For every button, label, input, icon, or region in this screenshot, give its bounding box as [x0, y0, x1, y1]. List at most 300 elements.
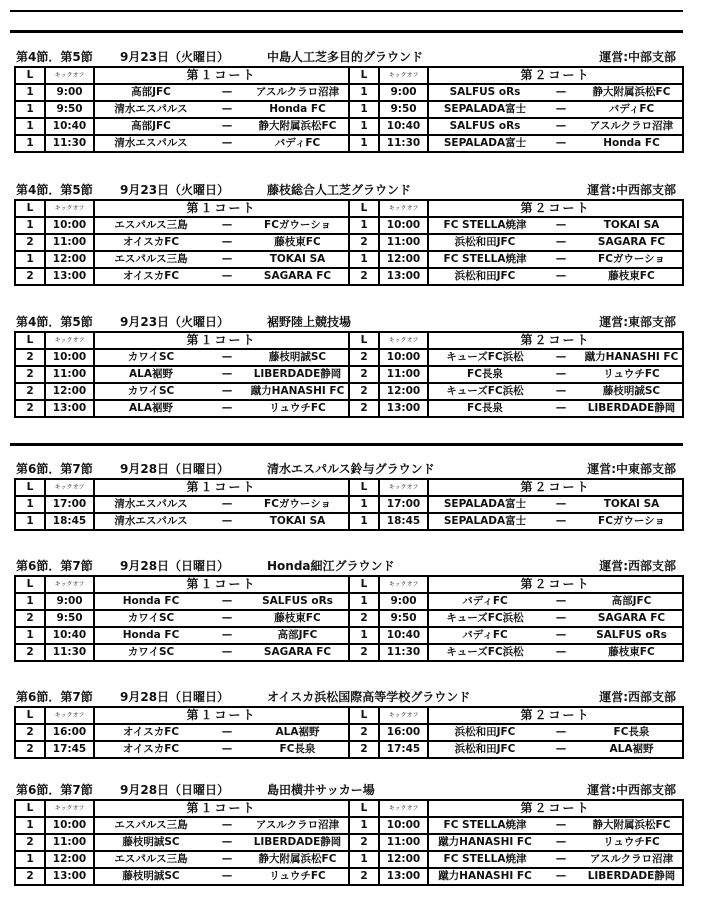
home-team: キューズFC浜松 — [446, 612, 524, 624]
away-team: LIBERDADE静岡 — [253, 836, 342, 848]
schedule-block — [14, 555, 684, 662]
divider-mid — [10, 443, 683, 446]
versus-dash: — — [555, 385, 567, 397]
league-2: 2 — [349, 741, 379, 758]
kickoff-1: 12:00 — [45, 251, 94, 268]
col-court-2: 第２コート — [428, 332, 683, 349]
home-team: SEPALADA富士 — [443, 103, 527, 115]
round-label: 第4節．第5節 — [16, 183, 93, 197]
away-team: バディFC — [274, 137, 321, 149]
match-court-1 — [94, 627, 349, 644]
league-1: 2 — [15, 234, 45, 251]
away-team: SALFUS oRs — [262, 595, 333, 607]
kickoff-1: 10:40 — [45, 118, 94, 135]
venue-name: オイスカ浜松国際高等学校グラウンド — [267, 690, 471, 704]
match-court-1 — [94, 217, 349, 234]
col-kickoff-2: キックオフ — [379, 200, 428, 217]
schedule-table — [14, 331, 684, 418]
match-date: 9月23日（火曜日） — [120, 183, 230, 197]
away-team: リュウチFC — [269, 870, 326, 882]
schedule-block — [14, 686, 684, 759]
organizer: 運営:東部支部 — [599, 315, 676, 329]
table-header-row — [15, 707, 683, 724]
col-kickoff-2: キックオフ — [379, 479, 428, 496]
home-team: 清水エスパルス — [114, 515, 188, 527]
versus-dash: — — [221, 612, 233, 624]
kickoff-1: 10:00 — [45, 817, 94, 834]
col-league-2: L — [349, 332, 379, 349]
versus-dash: — — [555, 402, 567, 414]
away-team: アスルクラロ沼津 — [255, 819, 340, 831]
match-court-1 — [94, 268, 349, 285]
league-1: 2 — [15, 610, 45, 627]
venue-name: 中島人工芝多目的グラウンド — [267, 50, 424, 64]
home-team: キューズFC浜松 — [446, 351, 524, 363]
away-team: SAGARA FC — [597, 612, 666, 624]
away-team: 静大附属浜松FC — [592, 86, 671, 98]
kickoff-1: 11:00 — [45, 834, 94, 851]
home-team: カワイSC — [127, 612, 175, 624]
table-header-row — [15, 200, 683, 217]
home-team: SALFUS oRs — [449, 86, 521, 98]
match-court-2 — [428, 513, 683, 530]
col-league-2: L — [349, 576, 379, 593]
match-court-2 — [428, 118, 683, 135]
away-team: FCガウーショ — [598, 253, 665, 265]
match-court-1 — [94, 593, 349, 610]
home-team: 蹴力HANASHI FC — [438, 836, 532, 848]
away-team: Honda FC — [269, 103, 326, 115]
league-2: 1 — [349, 251, 379, 268]
league-1: 2 — [15, 268, 45, 285]
kickoff-2: 16:00 — [379, 724, 428, 741]
match-court-2 — [428, 349, 683, 366]
away-team: 静大附属浜松FC — [258, 120, 337, 132]
home-team: 浜松和田JFC — [454, 270, 516, 282]
block-header — [14, 458, 684, 478]
home-team: Honda FC — [122, 629, 180, 641]
home-team: エスパルス三島 — [114, 853, 188, 865]
kickoff-2: 10:00 — [379, 349, 428, 366]
table-header-row — [15, 800, 683, 817]
league-2: 1 — [349, 135, 379, 152]
match-court-1 — [94, 400, 349, 417]
kickoff-2: 12:00 — [379, 251, 428, 268]
match-court-2 — [428, 84, 683, 101]
match-court-2 — [428, 851, 683, 868]
home-team: バディFC — [462, 629, 508, 641]
versus-dash: — — [221, 270, 233, 282]
schedule-block — [14, 311, 684, 418]
table-row — [15, 234, 683, 251]
kickoff-2: 11:00 — [379, 366, 428, 383]
versus-dash: — — [221, 120, 233, 132]
col-kickoff-1: キックオフ — [45, 707, 94, 724]
league-2: 1 — [349, 593, 379, 610]
away-team: バディFC — [608, 103, 655, 115]
home-team: キューズFC浜松 — [446, 646, 524, 658]
away-team: LIBERDADE静岡 — [253, 368, 342, 380]
col-court-2: 第２コート — [428, 67, 683, 84]
home-team: カワイSC — [127, 385, 175, 397]
match-date: 9月28日（日曜日） — [120, 783, 230, 797]
match-court-1 — [94, 383, 349, 400]
kickoff-1: 9:50 — [45, 101, 94, 118]
round-label: 第6節．第7節 — [16, 559, 93, 573]
league-2: 1 — [349, 101, 379, 118]
block-header — [14, 686, 684, 706]
away-team: リュウチFC — [603, 836, 660, 848]
away-team: アスルクラロ沼津 — [589, 853, 674, 865]
round-label: 第6節．第7節 — [16, 462, 93, 476]
home-team: オイスカFC — [122, 236, 180, 248]
away-team: 藤枝明誠SC — [268, 351, 327, 363]
col-league-1: L — [15, 576, 45, 593]
home-team: FC STELLA焼津 — [443, 853, 527, 865]
away-team: TOKAI SA — [603, 219, 660, 231]
match-court-2 — [428, 593, 683, 610]
match-court-1 — [94, 251, 349, 268]
match-court-2 — [428, 627, 683, 644]
away-team: アスルクラロ沼津 — [589, 120, 674, 132]
league-1: 1 — [15, 101, 45, 118]
col-league-1: L — [15, 200, 45, 217]
away-team: 藤枝東FC — [608, 270, 655, 282]
col-kickoff-1: キックオフ — [45, 800, 94, 817]
versus-dash: — — [221, 646, 233, 658]
home-team: SEPALADA富士 — [443, 137, 527, 149]
col-court-2: 第２コート — [428, 800, 683, 817]
versus-dash: — — [221, 819, 233, 831]
home-team: エスパルス三島 — [114, 219, 188, 231]
round-label: 第4節．第5節 — [16, 50, 93, 64]
match-court-1 — [94, 741, 349, 758]
table-row — [15, 135, 683, 152]
table-row — [15, 851, 683, 868]
schedule-block — [14, 46, 684, 153]
league-1: 2 — [15, 366, 45, 383]
kickoff-2: 9:50 — [379, 610, 428, 627]
table-row — [15, 268, 683, 285]
organizer: 運営:中東部支部 — [587, 462, 676, 476]
table-row — [15, 349, 683, 366]
league-1: 2 — [15, 383, 45, 400]
col-league-1: L — [15, 800, 45, 817]
col-kickoff-2: キックオフ — [379, 332, 428, 349]
col-court-1: 第１コート — [94, 800, 349, 817]
home-team: 浜松和田JFC — [454, 743, 516, 755]
versus-dash: — — [555, 368, 567, 380]
versus-dash: — — [555, 351, 567, 363]
league-1: 2 — [15, 724, 45, 741]
match-court-2 — [428, 644, 683, 661]
col-league-2: L — [349, 67, 379, 84]
table-row — [15, 627, 683, 644]
schedule-table — [14, 478, 684, 531]
versus-dash: — — [221, 726, 233, 738]
league-2: 2 — [349, 268, 379, 285]
organizer: 運営:中西部支部 — [587, 183, 676, 197]
match-court-2 — [428, 610, 683, 627]
round-label: 第6節．第7節 — [16, 690, 93, 704]
home-team: キューズFC浜松 — [446, 385, 524, 397]
versus-dash: — — [221, 137, 233, 149]
divider-top — [10, 10, 683, 12]
home-team: 浜松和田JFC — [454, 236, 516, 248]
versus-dash: — — [555, 270, 567, 282]
kickoff-1: 9:50 — [45, 610, 94, 627]
versus-dash: — — [555, 595, 567, 607]
kickoff-1: 11:30 — [45, 644, 94, 661]
match-court-1 — [94, 349, 349, 366]
versus-dash: — — [221, 629, 233, 641]
versus-dash: — — [555, 726, 567, 738]
match-court-1 — [94, 135, 349, 152]
match-court-1 — [94, 817, 349, 834]
league-2: 1 — [349, 84, 379, 101]
versus-dash: — — [221, 870, 233, 882]
col-kickoff-1: キックオフ — [45, 332, 94, 349]
table-row — [15, 118, 683, 135]
away-team: 藤枝東FC — [274, 612, 321, 624]
away-team: 静大附属浜松FC — [258, 853, 337, 865]
away-team: Honda FC — [603, 137, 660, 149]
home-team: FC STELLA焼津 — [443, 819, 527, 831]
match-court-1 — [94, 868, 349, 885]
away-team: 藤枝明誠SC — [602, 385, 661, 397]
home-team: ALA裾野 — [129, 402, 173, 414]
league-1: 1 — [15, 135, 45, 152]
versus-dash: — — [555, 743, 567, 755]
match-court-2 — [428, 817, 683, 834]
col-kickoff-2: キックオフ — [379, 67, 428, 84]
versus-dash: — — [555, 137, 567, 149]
versus-dash: — — [221, 236, 233, 248]
away-team: リュウチFC — [603, 368, 660, 380]
kickoff-2: 11:00 — [379, 834, 428, 851]
organizer: 運営:中西部支部 — [587, 783, 676, 797]
match-court-2 — [428, 400, 683, 417]
table-row — [15, 610, 683, 627]
match-court-2 — [428, 868, 683, 885]
league-2: 2 — [349, 366, 379, 383]
home-team: SALFUS oRs — [449, 120, 521, 132]
home-team: FC STELLA焼津 — [443, 253, 527, 265]
schedule-block — [14, 179, 684, 286]
home-team: カワイSC — [127, 351, 175, 363]
match-court-1 — [94, 118, 349, 135]
col-league-2: L — [349, 707, 379, 724]
round-label: 第4節．第5節 — [16, 315, 93, 329]
table-row — [15, 251, 683, 268]
match-date: 9月28日（日曜日） — [120, 690, 230, 704]
kickoff-2: 11:30 — [379, 644, 428, 661]
versus-dash: — — [555, 853, 567, 865]
kickoff-1: 13:00 — [45, 400, 94, 417]
away-team: LIBERDADE静岡 — [587, 870, 676, 882]
match-court-2 — [428, 234, 683, 251]
league-1: 1 — [15, 817, 45, 834]
venue-name: 藤枝総合人工芝グラウンド — [267, 183, 412, 197]
kickoff-2: 10:00 — [379, 217, 428, 234]
league-2: 1 — [349, 817, 379, 834]
league-1: 2 — [15, 400, 45, 417]
table-header-row — [15, 479, 683, 496]
league-1: 2 — [15, 349, 45, 366]
kickoff-1: 11:00 — [45, 366, 94, 383]
league-2: 2 — [349, 644, 379, 661]
versus-dash: — — [555, 236, 567, 248]
col-league-1: L — [15, 332, 45, 349]
schedule-table — [14, 706, 684, 759]
home-team: カワイSC — [127, 646, 175, 658]
table-row — [15, 817, 683, 834]
col-court-1: 第１コート — [94, 332, 349, 349]
league-2: 2 — [349, 383, 379, 400]
table-row — [15, 217, 683, 234]
schedule-table — [14, 199, 684, 286]
away-team: 静大附属浜松FC — [592, 819, 671, 831]
kickoff-1: 10:40 — [45, 627, 94, 644]
kickoff-2: 13:00 — [379, 268, 428, 285]
kickoff-2: 10:00 — [379, 817, 428, 834]
match-court-1 — [94, 644, 349, 661]
home-team: FC STELLA焼津 — [443, 219, 527, 231]
col-kickoff-1: キックオフ — [45, 200, 94, 217]
schedule-block — [14, 458, 684, 531]
block-header — [14, 179, 684, 199]
home-team: 浜松和田JFC — [454, 726, 516, 738]
league-2: 2 — [349, 724, 379, 741]
kickoff-1: 13:00 — [45, 868, 94, 885]
versus-dash: — — [221, 103, 233, 115]
organizer: 運営:西部支部 — [599, 690, 676, 704]
col-court-2: 第２コート — [428, 479, 683, 496]
home-team: FC長泉 — [467, 368, 503, 380]
block-header — [14, 311, 684, 331]
kickoff-2: 10:40 — [379, 627, 428, 644]
match-court-2 — [428, 366, 683, 383]
versus-dash: — — [555, 219, 567, 231]
league-1: 2 — [15, 868, 45, 885]
match-court-2 — [428, 217, 683, 234]
table-row — [15, 593, 683, 610]
kickoff-1: 17:00 — [45, 496, 94, 513]
match-court-1 — [94, 366, 349, 383]
away-team: TOKAI SA — [603, 498, 660, 510]
col-league-1: L — [15, 707, 45, 724]
home-team: 清水エスパルス — [114, 498, 188, 510]
away-team: FCガウーショ — [264, 498, 331, 510]
kickoff-1: 9:00 — [45, 84, 94, 101]
match-date: 9月28日（日曜日） — [120, 462, 230, 476]
league-2: 2 — [349, 234, 379, 251]
venue-name: 清水エスパルス鈴与グラウンド — [267, 462, 435, 476]
kickoff-2: 11:30 — [379, 135, 428, 152]
table-row — [15, 868, 683, 885]
organizer: 運営:西部支部 — [599, 559, 676, 573]
home-team: 蹴力HANASHI FC — [438, 870, 532, 882]
match-court-1 — [94, 513, 349, 530]
match-court-1 — [94, 84, 349, 101]
versus-dash: — — [555, 86, 567, 98]
col-court-1: 第１コート — [94, 200, 349, 217]
league-2: 2 — [349, 610, 379, 627]
kickoff-1: 10:00 — [45, 349, 94, 366]
kickoff-1: 12:00 — [45, 851, 94, 868]
away-team: FC長泉 — [613, 726, 650, 738]
col-court-1: 第１コート — [94, 67, 349, 84]
versus-dash: — — [555, 870, 567, 882]
versus-dash: — — [555, 819, 567, 831]
away-team: FC長泉 — [279, 743, 316, 755]
kickoff-1: 18:45 — [45, 513, 94, 530]
league-2: 2 — [349, 400, 379, 417]
table-row — [15, 496, 683, 513]
versus-dash: — — [555, 836, 567, 848]
versus-dash: — — [555, 646, 567, 658]
league-2: 1 — [349, 217, 379, 234]
col-court-2: 第２コート — [428, 576, 683, 593]
league-2: 1 — [349, 627, 379, 644]
schedule-table — [14, 799, 684, 886]
league-1: 1 — [15, 84, 45, 101]
versus-dash: — — [555, 629, 567, 641]
league-1: 1 — [15, 118, 45, 135]
match-court-2 — [428, 383, 683, 400]
block-header — [14, 555, 684, 575]
home-team: 高部JFC — [131, 120, 171, 132]
league-1: 1 — [15, 851, 45, 868]
away-team: LIBERDADE静岡 — [587, 402, 676, 414]
col-league-1: L — [15, 479, 45, 496]
schedule-table — [14, 66, 684, 153]
away-team: ALA裾野 — [609, 743, 654, 755]
organizer: 運営:中部支部 — [599, 50, 676, 64]
match-date: 9月23日（火曜日） — [120, 315, 230, 329]
col-kickoff-2: キックオフ — [379, 800, 428, 817]
versus-dash: — — [221, 253, 233, 265]
home-team: SEPALADA富士 — [443, 515, 527, 527]
versus-dash: — — [221, 368, 233, 380]
table-row — [15, 366, 683, 383]
round-label: 第6節．第7節 — [16, 783, 93, 797]
versus-dash: — — [221, 385, 233, 397]
match-court-2 — [428, 135, 683, 152]
home-team: 藤枝明誠SC — [122, 870, 180, 882]
league-1: 1 — [15, 251, 45, 268]
league-2: 1 — [349, 496, 379, 513]
home-team: ALA裾野 — [129, 368, 173, 380]
match-court-2 — [428, 251, 683, 268]
away-team: SAGARA FC — [597, 236, 666, 248]
col-court-1: 第１コート — [94, 479, 349, 496]
match-court-2 — [428, 834, 683, 851]
match-court-2 — [428, 101, 683, 118]
versus-dash: — — [555, 120, 567, 132]
kickoff-2: 12:00 — [379, 851, 428, 868]
away-team: SAGARA FC — [263, 646, 332, 658]
kickoff-2: 13:00 — [379, 400, 428, 417]
match-court-2 — [428, 496, 683, 513]
venue-name: 島田横井サッカー場 — [267, 783, 375, 797]
kickoff-1: 16:00 — [45, 724, 94, 741]
match-court-1 — [94, 496, 349, 513]
kickoff-1: 10:00 — [45, 217, 94, 234]
kickoff-2: 13:00 — [379, 868, 428, 885]
versus-dash: — — [555, 498, 567, 510]
versus-dash: — — [221, 595, 233, 607]
